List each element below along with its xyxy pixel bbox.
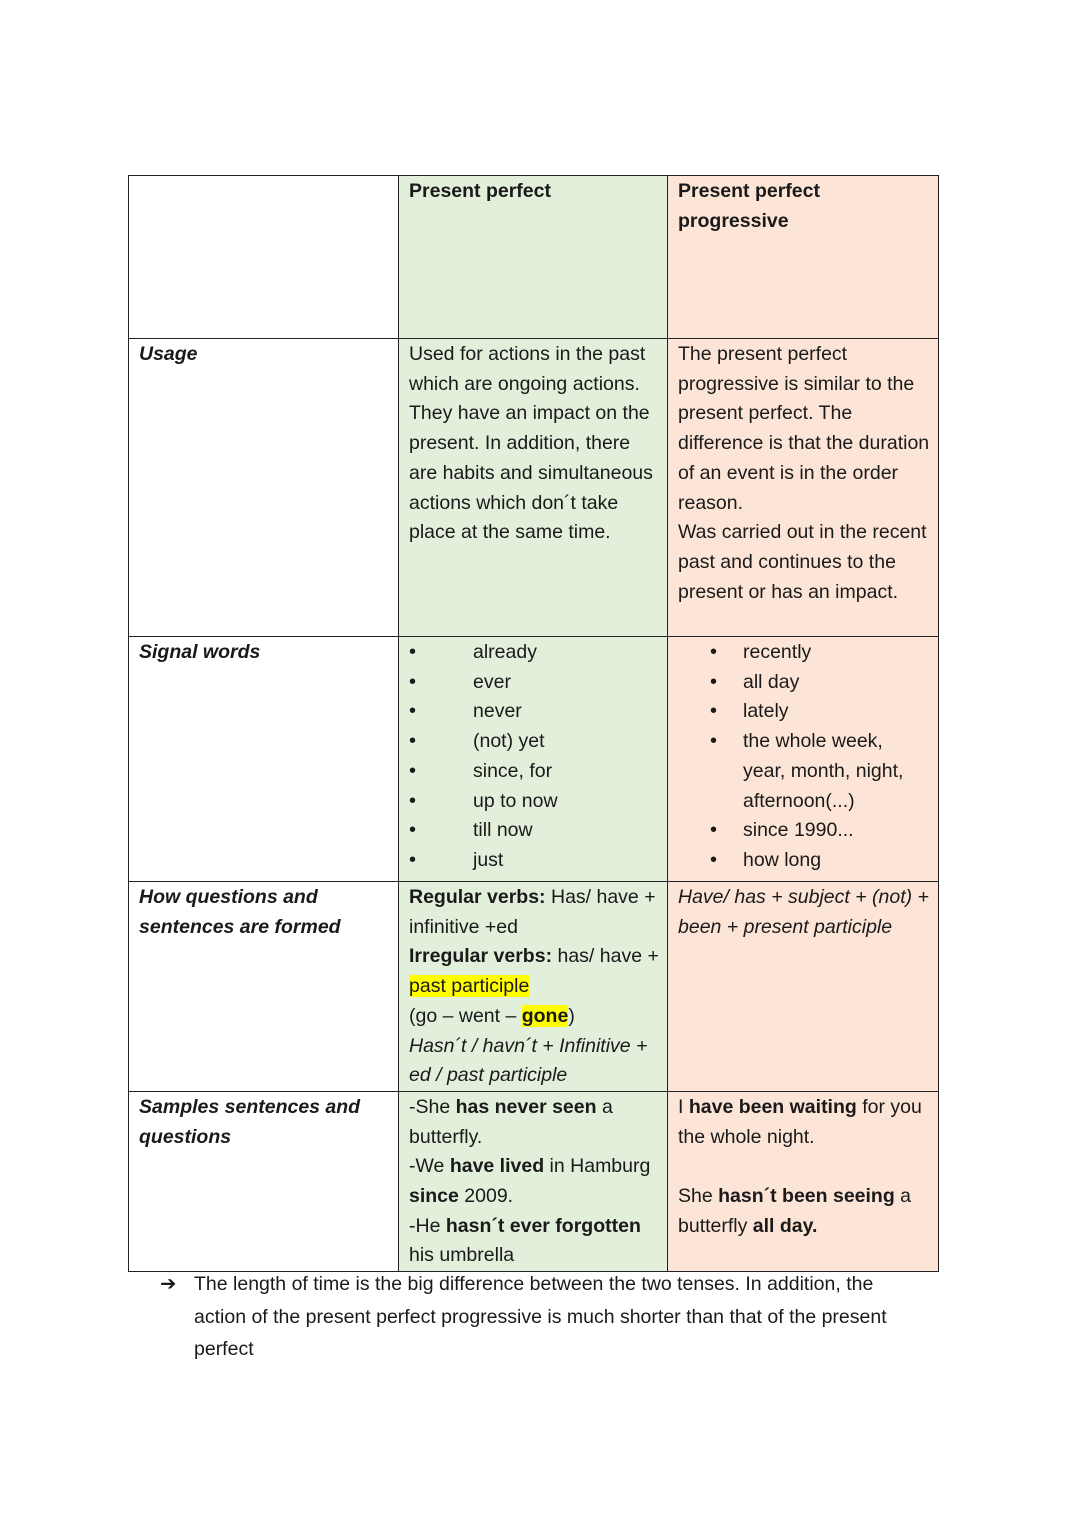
list-item: • up to now: [409, 787, 659, 817]
sample-bold: has never seen: [455, 1095, 597, 1118]
sample-bold: have been waiting: [688, 1095, 857, 1118]
signal-words-pp-list: [409, 638, 659, 876]
formation-irregular: [409, 942, 659, 1001]
formation-irregular-label: Irregular verbs:: [409, 945, 553, 968]
header-present-perfect-progressive: Present perfect progressive: [668, 176, 939, 339]
samples-row: [129, 1091, 939, 1271]
sample-text: for you the whole night.: [678, 1095, 922, 1148]
formation-irregular-text: has/ have +: [552, 945, 659, 968]
sample-text: -She: [409, 1095, 456, 1118]
formation-label: How questions and sentences are formed: [129, 882, 399, 1092]
list-item: • (not) yet: [409, 727, 659, 757]
usage-progressive-paragraph-2: Was carried out in the recent past and continues to the present or has an impact.: [678, 521, 927, 603]
list-item: • how long: [678, 846, 930, 876]
usage-present-perfect: Used for actions in the past which are ongoing actions. They have an impact on the present. In addition, there are habits and simultaneous actions which don´t take place at the same time.: [399, 339, 668, 637]
sample-bold: hasn´t been seeing: [718, 1185, 895, 1208]
sample-text: -He: [409, 1214, 446, 1237]
sample-bold: have lived: [449, 1155, 545, 1178]
sample-text: I: [678, 1095, 689, 1118]
formation-present-perfect: [399, 882, 668, 1092]
sample-text: a butterfly.: [409, 1095, 613, 1148]
signal-words-progressive: [668, 637, 939, 882]
list-item: • the whole week, year, month, night, afternoon(...): [678, 727, 930, 816]
sample-bold: all day.: [752, 1214, 818, 1237]
formation-example-prefix: (go – went –: [409, 1004, 522, 1027]
sample-pr-2: [678, 1182, 930, 1241]
sample-bold: since: [409, 1185, 459, 1208]
sample-text: 2009.: [458, 1185, 514, 1208]
signal-words-progressive-list: [678, 638, 930, 876]
sample-text: a butterfly: [678, 1185, 912, 1237]
list-item: • ever: [409, 668, 659, 698]
formation-progressive: Have/ has + subject + (not) + been + present participle: [668, 882, 939, 1092]
list-item: • never: [409, 697, 659, 727]
formation-example-highlight: gone: [521, 1004, 569, 1027]
conclusion-text: The length of time is the big difference between the two tenses. In addition, the action of the present perfect progressive is much shorter than that of the present perfect: [194, 1273, 887, 1360]
sample-bold: hasn´t ever forgotten: [445, 1214, 641, 1237]
samples-progressive: [668, 1091, 939, 1271]
formation-negative: Hasn´t / havn´t + Infinitive + ed / past participle: [409, 1034, 648, 1087]
list-item: • since, for: [409, 757, 659, 787]
list-item: • lately: [678, 697, 930, 727]
formation-regular-label: Regular verbs:: [409, 886, 546, 908]
formation-regular-text: Has/ have + infinitive +ed: [409, 886, 656, 938]
usage-label: Usage: [129, 339, 399, 637]
sample-pp-2: [409, 1152, 659, 1211]
list-item: • since 1990...: [678, 816, 930, 846]
usage-row: [129, 339, 939, 637]
sample-text: in Hamburg: [544, 1155, 651, 1178]
formation-regular: [409, 883, 659, 942]
list-item: • already: [409, 638, 659, 668]
formation-example-suffix: ): [568, 1004, 575, 1027]
signal-words-row: [129, 637, 939, 882]
spacer: [678, 1152, 930, 1182]
header-row: [129, 176, 939, 339]
samples-label: Samples sentences and questions: [129, 1091, 399, 1271]
list-item: • all day: [678, 668, 930, 698]
sample-text: his umbrella: [409, 1244, 515, 1267]
sample-text: -We: [409, 1155, 450, 1178]
sample-pp-3: [409, 1212, 659, 1271]
list-item: • recently: [678, 638, 930, 668]
samples-present-perfect: [399, 1091, 668, 1271]
signal-words-present-perfect: [399, 637, 668, 882]
sample-text: She: [678, 1185, 719, 1208]
sample-pr-1: [678, 1093, 930, 1152]
formation-example: [409, 1002, 659, 1032]
usage-progressive: [668, 339, 939, 637]
tense-comparison-table: [128, 175, 939, 1272]
list-item: • just: [409, 846, 659, 876]
conclusion-note: [160, 1268, 930, 1366]
formation-row: [129, 882, 939, 1092]
header-blank-cell: [129, 176, 399, 339]
list-item: • till now: [409, 816, 659, 846]
formation-irregular-highlight: past participle: [409, 975, 530, 998]
arrow-right-icon: ➔: [160, 1273, 177, 1295]
usage-progressive-paragraph-1: The present perfect progressive is similar to the present perfect. The difference is that the duration of an event is in the order reason.: [678, 343, 930, 514]
header-present-perfect: Present perfect: [399, 176, 668, 339]
signal-words-label: Signal words: [129, 637, 399, 882]
sample-pp-1: [409, 1093, 659, 1152]
